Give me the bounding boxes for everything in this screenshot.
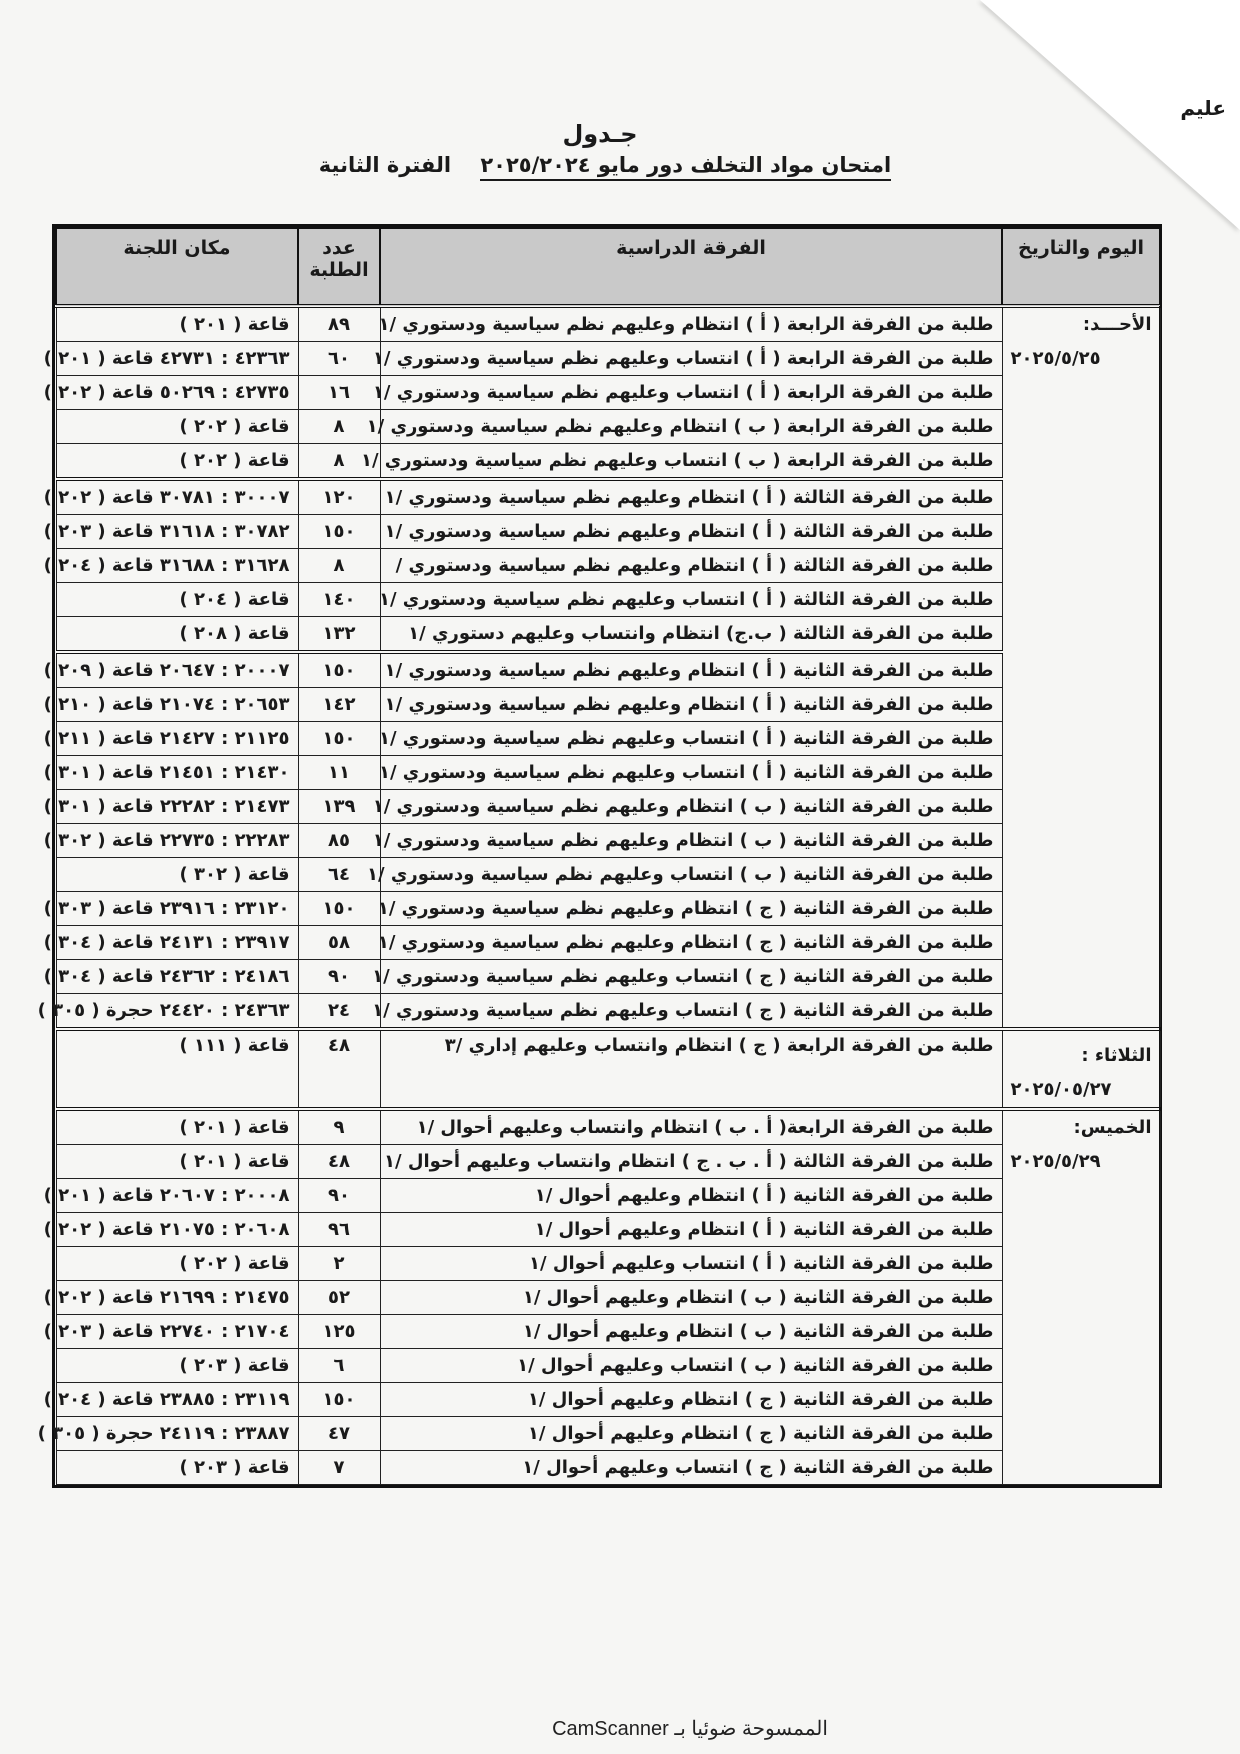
committee-place-cell: قاعة ( ٢٠١ ) <box>56 1145 298 1179</box>
course-cell: طلبة من الفرقة الرابعة ( ب ) انتساب وعليهم نظم سياسية ودستوري /١ <box>380 444 1002 480</box>
course-cell: طلبة من الفرقة الثانية ( ب ) انتظام وعليهم نظم سياسية ودستوري /١ <box>380 824 1002 858</box>
table-row <box>56 926 1160 960</box>
student-count-cell: ٤٧ <box>298 1417 380 1451</box>
student-count-cell: ١٤٠ <box>298 583 380 617</box>
course-cell: طلبة من الفرقة الثانية ( ج ) انتظام وعليهم أحوال /١ <box>380 1417 1002 1451</box>
exam-schedule-table <box>37 227 1161 1485</box>
student-count-cell: ١٢٠ <box>298 479 380 515</box>
committee-place-cell: ٢١٧٠٤ : ٢٢٧٤٠ قاعة ( ٢٠٣ ) <box>56 1315 298 1349</box>
table-row <box>56 1315 1160 1349</box>
committee-place-cell: ٣٠٠٠٧ : ٣٠٧٨١ قاعة ( ٢٠٢ ) <box>56 479 298 515</box>
course-cell: طلبة من الفرقة الثانية ( ب ) انتظام وعليهم نظم سياسية ودستوري /١ <box>380 790 1002 824</box>
course-cell: طلبة من الفرقة الثانية ( أ ) انتظام وعليهم نظم سياسية ودستوري /١ <box>380 688 1002 722</box>
committee-place-cell: ٤٢٣٦٣ : ٤٢٧٣١ قاعة ( ٢٠١ ) <box>56 342 298 376</box>
committee-place-cell: قاعة ( ٢٠٣ ) <box>56 1451 298 1485</box>
committee-place-cell: ٢٣١٢٠ : ٢٣٩١٦ قاعة ( ٣٠٣ ) <box>56 892 298 926</box>
course-cell: طلبة من الفرقة الثانية ( أ ) انتساب وعليهم أحوال /١ <box>380 1247 1002 1281</box>
committee-place-cell: ٢٤٣٦٣ : ٢٤٤٢٠ حجرة ( ٣٠٥ ) <box>56 994 298 1030</box>
student-count-cell: ٩٠ <box>298 960 380 994</box>
day-name: الخميس: <box>1073 1117 1152 1138</box>
table-row <box>56 1109 1160 1145</box>
student-count-cell: ١٦ <box>298 376 380 410</box>
course-cell: طلبة من الفرقة الثالثة ( أ ) انتظام وعليهم نظم سياسية ودستوري /١ <box>380 479 1002 515</box>
course-cell: طلبة من الفرقة الثانية ( ج ) انتساب وعليهم نظم سياسية ودستوري /١ <box>380 994 1002 1030</box>
committee-place-cell: ٢٤١٨٦ : ٢٤٣٦٢ قاعة ( ٣٠٤ ) <box>56 960 298 994</box>
course-cell: طلبة من الفرقة الثانية ( ج ) انتظام وعليهم أحوال /١ <box>380 1383 1002 1417</box>
committee-place-cell: قاعة ( ٢٠١ ) <box>56 1109 298 1145</box>
table-row <box>56 858 1160 892</box>
table-row <box>56 583 1160 617</box>
committee-place-cell: قاعة ( ٣٠٢ ) <box>56 858 298 892</box>
committee-place-cell: قاعة ( ٢٠٣ ) <box>56 1349 298 1383</box>
student-count-cell: ٩ <box>298 1109 380 1145</box>
student-count-cell: ٨ <box>298 410 380 444</box>
table-row <box>56 960 1160 994</box>
student-count-cell: ٤٨ <box>298 1145 380 1179</box>
document-title: جـدول <box>562 120 638 148</box>
table-row <box>56 1179 1160 1213</box>
document-subtitle <box>0 153 1240 177</box>
table-row <box>56 1281 1160 1315</box>
table-row <box>56 994 1160 1030</box>
table-row <box>56 790 1160 824</box>
table-row <box>56 756 1160 790</box>
committee-place-cell: ٢١٤٣٠ : ٢١٤٥١ قاعة ( ٣٠١ ) <box>56 756 298 790</box>
corner-partial-text: عليم <box>1180 96 1226 120</box>
committee-place-cell: ٣٠٧٨٢ : ٣١٦١٨ قاعة ( ٢٠٣ ) <box>56 515 298 549</box>
subtitle-main: امتحان مواد التخلف دور مايو ٢٠٢٥/٢٠٢٤ <box>480 153 891 181</box>
student-count-cell: ١٢٥ <box>298 1315 380 1349</box>
committee-place-cell: قاعة ( ١١١ ) <box>56 1029 298 1109</box>
course-cell: طلبة من الفرقة الثانية ( ج ) انتساب وعليهم أحوال /١ <box>380 1451 1002 1485</box>
student-count-cell: ٥٢ <box>298 1281 380 1315</box>
table-row <box>56 1213 1160 1247</box>
course-cell: طلبة من الفرقة الثانية ( أ ) انتظام وعليهم أحوال /١ <box>380 1213 1002 1247</box>
course-cell: طلبة من الفرقة الثانية ( ج ) انتظام وعليهم نظم سياسية ودستوري /١ <box>380 926 1002 960</box>
student-count-cell: ١٣٢ <box>298 617 380 653</box>
student-count-cell: ٨٥ <box>298 824 380 858</box>
table-row <box>56 1383 1160 1417</box>
table-row <box>56 410 1160 444</box>
course-cell: طلبة من الفرقة الرابعة( أ . ب ) انتظام وانتساب وعليهم أحوال /١ <box>380 1109 1002 1145</box>
committee-place-cell: قاعة ( ٢٠١ ) <box>56 306 298 342</box>
student-count-cell: ٨٩ <box>298 306 380 342</box>
course-cell: طلبة من الفرقة الثانية ( ب ) انتساب وعليهم نظم سياسية ودستوري /١ <box>380 858 1002 892</box>
table-body <box>37 306 1160 1485</box>
committee-place-cell: ٢٠٦٠٨ : ٢١٠٧٥ قاعة ( ٢٠٢ ) <box>56 1213 298 1247</box>
course-cell: طلبة من الفرقة الثالثة ( أ ) انتساب وعليهم نظم سياسية ودستوري /١ <box>380 583 1002 617</box>
table-row <box>56 306 1160 342</box>
committee-place-cell: قاعة ( ٢٠٢ ) <box>56 444 298 480</box>
day-name: الثلاثاء : <box>1081 1045 1152 1066</box>
scanner-watermark: الممسوحة ضوئيا بـ CamScanner <box>552 1718 828 1740</box>
table-row <box>56 479 1160 515</box>
committee-place-cell: ٢١١٢٥ : ٢١٤٢٧ قاعة ( ٢١١ ) <box>56 722 298 756</box>
header-day: اليوم والتاريخ <box>1002 228 1160 306</box>
committee-place-cell: ٢٢٢٨٣ : ٢٢٧٣٥ قاعة ( ٣٠٢ ) <box>56 824 298 858</box>
day-date-cell <box>1002 306 1160 1029</box>
course-cell: طلبة من الفرقة الثانية ( أ ) انتظام وعليهم أحوال /١ <box>380 1179 1002 1213</box>
committee-place-cell: ٢١٤٧٥ : ٢١٦٩٩ قاعة ( ٢٠٢ ) <box>56 1281 298 1315</box>
course-cell: طلبة من الفرقة الثانية ( أ ) انتساب وعليهم نظم سياسية ودستوري /١ <box>380 722 1002 756</box>
student-count-cell: ٦ <box>298 1349 380 1383</box>
committee-place-cell: ٣١٦٢٨ : ٣١٦٨٨ قاعة ( ٢٠٤ ) <box>56 549 298 583</box>
student-count-cell: ٤٨ <box>298 1029 380 1109</box>
course-cell: طلبة من الفرقة الرابعة ( ب ) انتظام وعليهم نظم سياسية ودستوري /١ <box>380 410 1002 444</box>
committee-place-cell: ٢١٤٧٣ : ٢٢٢٨٢ قاعة ( ٣٠١ ) <box>56 790 298 824</box>
table-row <box>56 515 1160 549</box>
course-cell: طلبة من الفرقة الثانية ( ج ) انتظام وعليهم نظم سياسية ودستوري /١ <box>380 892 1002 926</box>
committee-place-cell: ٢٠٦٥٣ : ٢١٠٧٤ قاعة ( ٢١٠ ) <box>56 688 298 722</box>
course-cell: طلبة من الفرقة الرابعة ( أ ) انتساب وعليهم نظم سياسية ودستوري /١ <box>380 342 1002 376</box>
header-count: عدد الطلبة <box>298 228 380 306</box>
table-row <box>56 688 1160 722</box>
committee-place-cell: قاعة ( ٢٠٢ ) <box>56 410 298 444</box>
student-count-cell: ١٣٩ <box>298 790 380 824</box>
day-date: ٢٠٢٥/٠٥/٢٧ <box>1010 1079 1112 1100</box>
course-cell: طلبة من الفرقة الثالثة ( أ ) انتظام وعليهم نظم سياسية ودستوري / <box>380 549 1002 583</box>
table-row <box>56 1145 1160 1179</box>
course-cell: طلبة من الفرقة الثانية ( أ ) انتساب وعليهم نظم سياسية ودستوري /١ <box>380 756 1002 790</box>
day-date: ٢٠٢٥/٥/٢٥ <box>1010 348 1101 369</box>
table-row <box>56 1451 1160 1485</box>
committee-place-cell: قاعة ( ٢٠٨ ) <box>56 617 298 653</box>
day-date-cell <box>1002 1029 1160 1109</box>
student-count-cell: ٦٠ <box>298 342 380 376</box>
table-header-row <box>56 228 1160 306</box>
table-row <box>56 376 1160 410</box>
student-count-cell: ٩٦ <box>298 1213 380 1247</box>
student-count-cell: ٢٤ <box>298 994 380 1030</box>
student-count-cell: ٨ <box>298 549 380 583</box>
day-date: ٢٠٢٥/٥/٢٩ <box>1010 1151 1101 1172</box>
committee-place-cell: ٢٠٠٠٨ : ٢٠٦٠٧ قاعة ( ٢٠١ ) <box>56 1179 298 1213</box>
committee-place-cell: ٤٢٧٣٥ : ٥٠٢٦٩ قاعة ( ٢٠٢ ) <box>56 376 298 410</box>
day-date-cell <box>1002 1109 1160 1485</box>
student-count-cell: ٦٤ <box>298 858 380 892</box>
day-name: الأحـــد: <box>1082 314 1152 335</box>
table-row <box>56 1349 1160 1383</box>
table-row <box>56 1247 1160 1281</box>
table-row <box>56 342 1160 376</box>
student-count-cell: ١٤٢ <box>298 688 380 722</box>
course-cell: طلبة من الفرقة الثالثة ( أ ) انتظام وعليهم نظم سياسية ودستوري /١ <box>380 515 1002 549</box>
student-count-cell: ١٥٠ <box>298 515 380 549</box>
student-count-cell: ٢ <box>298 1247 380 1281</box>
course-cell: طلبة من الفرقة الثانية ( أ ) انتظام وعليهم نظم سياسية ودستوري /١ <box>380 652 1002 688</box>
committee-place-cell: ٢٣٩١٧ : ٢٤١٣١ قاعة ( ٣٠٤ ) <box>56 926 298 960</box>
schedule-table-frame <box>37 224 1162 1488</box>
course-cell: طلبة من الفرقة الثالثة ( أ . ب . ج ) انتظام وانتساب وعليهم أحوال /١ <box>380 1145 1002 1179</box>
table-row <box>56 617 1160 653</box>
committee-place-cell: ٢٣١١٩ : ٢٣٨٨٥ قاعة ( ٢٠٤ ) <box>56 1383 298 1417</box>
committee-place-cell: قاعة ( ٢٠٤ ) <box>56 583 298 617</box>
table-row <box>56 444 1160 480</box>
table-row <box>56 652 1160 688</box>
student-count-cell: ١٥٠ <box>298 1383 380 1417</box>
student-count-cell: ٨ <box>298 444 380 480</box>
subtitle-period: الفترة الثانية <box>318 153 452 177</box>
table-row <box>56 892 1160 926</box>
table-row <box>56 722 1160 756</box>
student-count-cell: ٧ <box>298 1451 380 1485</box>
student-count-cell: ١٥٠ <box>298 652 380 688</box>
student-count-cell: ١١ <box>298 756 380 790</box>
course-cell: طلبة من الفرقة الثانية ( ب ) انتظام وعليهم أحوال /١ <box>380 1315 1002 1349</box>
header-course: الفرقة الدراسية <box>380 228 1002 306</box>
course-cell: طلبة من الفرقة الرابعة ( ج ) انتظام وانتساب وعليهم إداري /٣ <box>380 1029 1002 1109</box>
table-row <box>56 824 1160 858</box>
course-cell: طلبة من الفرقة الثانية ( ج ) انتساب وعليهم نظم سياسية ودستوري /١ <box>380 960 1002 994</box>
course-cell: طلبة من الفرقة الرابعة ( أ ) انتساب وعليهم نظم سياسية ودستوري /١ <box>380 376 1002 410</box>
committee-place-cell: قاعة ( ٢٠٢ ) <box>56 1247 298 1281</box>
committee-place-cell: ٢٣٨٨٧ : ٢٤١١٩ حجرة ( ٣٠٥ ) <box>56 1417 298 1451</box>
table-row <box>56 1417 1160 1451</box>
student-count-cell: ١٥٠ <box>298 722 380 756</box>
table-row <box>56 1029 1160 1109</box>
student-count-cell: ٩٠ <box>298 1179 380 1213</box>
committee-place-cell: ٢٠٠٠٧ : ٢٠٦٤٧ قاعة ( ٢٠٩ ) <box>56 652 298 688</box>
course-cell: طلبة من الفرقة الثالثة ( ب.ج) انتظام وانتساب وعليهم دستوري /١ <box>380 617 1002 653</box>
table-row <box>56 549 1160 583</box>
student-count-cell: ٥٨ <box>298 926 380 960</box>
course-cell: طلبة من الفرقة الثانية ( ب ) انتظام وعليهم أحوال /١ <box>380 1281 1002 1315</box>
header-place: مكان اللجنة <box>56 228 298 306</box>
course-cell: طلبة من الفرقة الرابعة ( أ ) انتظام وعليهم نظم سياسية ودستوري /١ <box>380 306 1002 342</box>
student-count-cell: ١٥٠ <box>298 892 380 926</box>
course-cell: طلبة من الفرقة الثانية ( ب ) انتساب وعليهم أحوال /١ <box>380 1349 1002 1383</box>
